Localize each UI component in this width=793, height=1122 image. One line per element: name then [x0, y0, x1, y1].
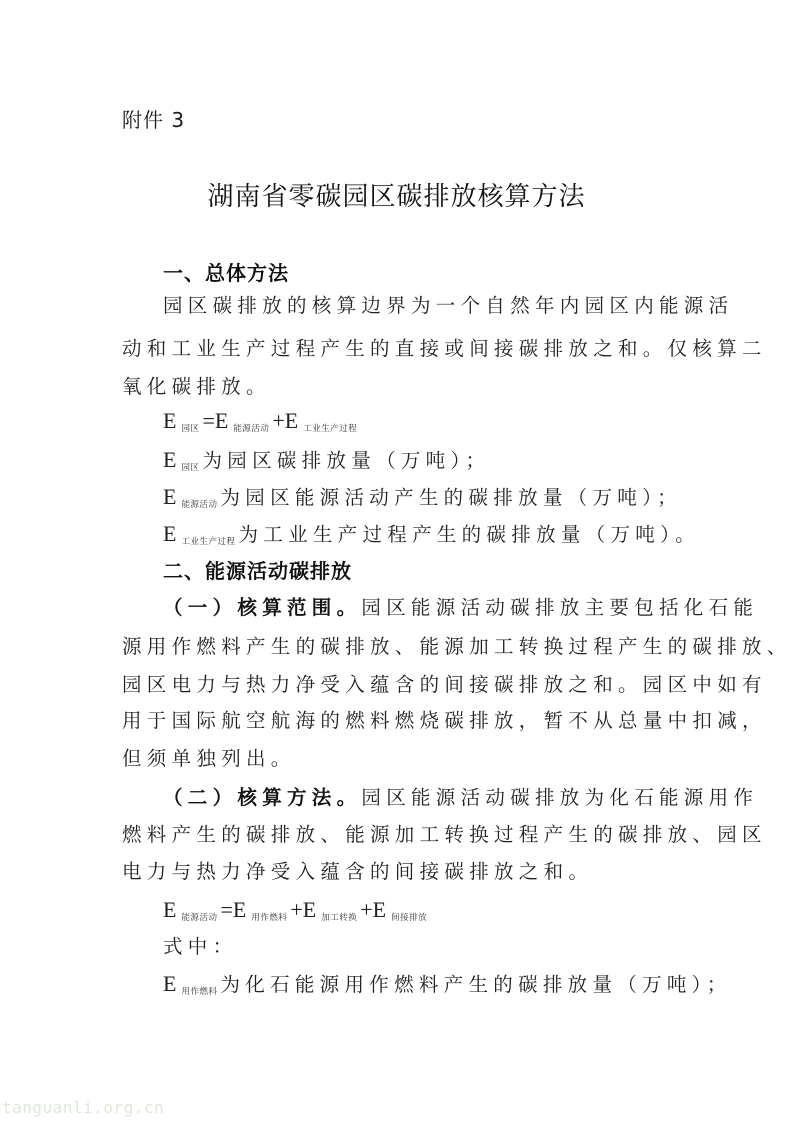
- definition-line: E $_{工业生产过程}$ 为工业生产过程产生的碳排放量（万吨）。: [163, 521, 700, 547]
- document-title: 湖南省零碳园区碳排放核算方法: [207, 182, 586, 212]
- section2-heading: 二、能源活动碳排放: [163, 559, 352, 583]
- subsection-scope-line: （一）核算范围。园区能源活动碳排放主要包括化石能: [163, 596, 759, 619]
- paragraph-line: 园区电力与热力净受入蕴含的间接碳排放之和。园区中如有: [122, 673, 767, 696]
- formula-energy-activity: E $_{能源活动}$ =E $_{用作燃料}$ +E $_{加工转换}$ +E $_{间接排放}$: [163, 897, 428, 923]
- where-label: 式中：: [163, 935, 238, 958]
- section1-para-line: 园区碳排放的核算边界为一个自然年内园区内能源活: [163, 294, 734, 317]
- paragraph-line: 电力与热力净受入蕴含的间接碳排放之和。: [122, 860, 594, 883]
- section1-heading: 一、总体方法: [163, 261, 289, 285]
- subsection-method-line: （二）核算方法。园区能源活动碳排放为化石能源用作: [163, 786, 759, 809]
- watermark: tanguanli.org.cn: [2, 1098, 165, 1117]
- definition-line: E $_{能源活动}$ 为园区能源活动产生的碳排放量（万吨）；: [163, 484, 682, 510]
- paragraph-line: 燃料产生的碳排放、能源加工转换过程产生的碳排放、园区: [122, 823, 767, 846]
- paragraph-line: 用于国际航空航海的燃料燃烧碳排放，暂不从总量中扣减，: [122, 709, 767, 732]
- formula-park-total: E $_{园区}$ =E $_{能源活动}$ +E $_{工业生产过程}$: [163, 408, 358, 434]
- section1-para-line: 动和工业生产过程产生的直接或间接碳排放之和。仅核算二: [122, 337, 767, 360]
- attachment-label: 附件 3: [122, 108, 186, 132]
- section1-para-line: 氧化碳排放。: [122, 375, 271, 398]
- paragraph-line: 但须单独列出。: [122, 747, 296, 770]
- paragraph-line: 源用作燃料产生的碳排放、能源加工转换过程产生的碳排放、: [122, 635, 792, 658]
- definition-line: E $_{园区}$ 为园区碳排放量（万吨）；: [163, 447, 491, 473]
- definition-line: E $_{用作燃料}$ 为化石能源用作燃料产生的碳排放量（万吨）；: [163, 971, 732, 997]
- subsection-scope-label: （一）核算范围。: [163, 596, 362, 619]
- subsection-method-label: （二）核算方法。: [163, 786, 362, 809]
